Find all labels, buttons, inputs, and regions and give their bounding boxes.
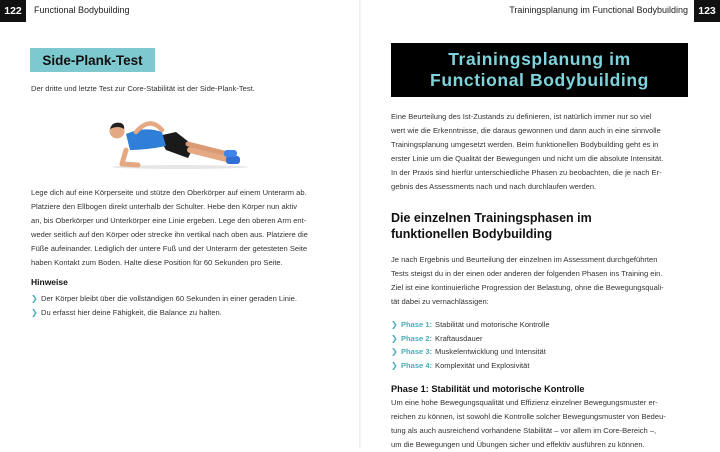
phases-intro-paragraph — [391, 253, 687, 309]
phase-text: Komplexität und Explosivität — [435, 360, 530, 370]
paragraph-line: gebnis des Assessments nach und nach durchlaufen werden. — [391, 182, 597, 191]
paragraph-line: an, bis Oberkörper und Unterkörper eine Linie ergeben. Lege den oberen Arm ent- — [31, 216, 307, 225]
paragraph-line: Je nach Ergebnis und Beurteilung der einzelnen im Assessment durchgeführten — [391, 255, 658, 264]
phase-label: Phase 2: — [401, 333, 433, 343]
gutter-divider — [359, 0, 361, 448]
running-head-right: Trainingsplanung im Functional Bodybuilding — [509, 5, 688, 15]
support-arm — [122, 150, 138, 165]
phase-item — [391, 345, 550, 359]
section-title-box — [30, 48, 155, 72]
hint-item — [31, 292, 331, 306]
phase-text: Muskelentwicklung und Intensität — [435, 347, 546, 356]
paragraph-line: haben Kontakt zum Boden. Halte diese Position für 60 Sekunden pro Seite. — [31, 258, 283, 267]
chevron-right-icon: ❯ — [31, 308, 38, 317]
subheading-line: Die einzelnen Trainingsphasen im — [391, 211, 592, 225]
paragraph-line: Platziere den Ellbogen direkt unterhalb der Schulter. Hebe den Körper nun aktiv — [31, 202, 297, 211]
paragraph-line: Füße aufeinander. Lediglich der untere Fuß und der Unterarm der getesteten Seite — [31, 244, 308, 253]
phase1-heading: Phase 1: Stabilität und motorische Kontrolle — [391, 384, 585, 394]
paragraph-line: tät dabei zu vernachlässigen: — [391, 297, 489, 306]
page-number-right: 123 — [694, 0, 720, 22]
hint-text: Der Körper bleibt über die vollständigen 60 Sekunden in einer geraden Linie. — [41, 294, 297, 303]
paragraph-line: In der Praxis sind hierfür unterschiedliche Phasen zu beobachten, die je nach Er- — [391, 168, 662, 177]
shoe-lower — [226, 156, 240, 164]
section-title: Side-Plank-Test — [42, 52, 143, 68]
chevron-right-icon: ❯ — [391, 333, 398, 343]
paragraph-line: Um eine hohe Bewegungsqualität und Effizienz einzelner Bewegungsmuster er- — [391, 398, 658, 407]
paragraph-line: weder seitlich auf den Körper oder strecke ihn vertikal nach oben aus. Platziere die — [31, 230, 308, 239]
phase-label: Phase 3: — [401, 347, 433, 356]
subheading-line: funktionellen Bodybuilding — [391, 227, 553, 241]
subheading — [391, 210, 687, 242]
chevron-right-icon: ❯ — [391, 360, 398, 370]
torso — [126, 129, 166, 150]
instruction-paragraph — [31, 186, 331, 270]
phase-item — [391, 318, 550, 332]
paragraph-line: Eine Beurteilung des Ist-Zustands zu definieren, ist natürlich immer nur so viel — [391, 112, 652, 121]
paragraph-line: Ziel ist eine kontinuierliche Progression der Belastung, ohne die Bewegungsquali- — [391, 283, 664, 292]
shoe-upper — [224, 150, 237, 157]
paragraph-line: reichen zu können, ist sowohl die Kontrolle solcher Bewegungsmuster von Bedeu- — [391, 412, 666, 421]
phase-label: Phase 1: — [401, 320, 433, 329]
side-plank-illustration — [100, 110, 255, 172]
paragraph-line: Trainingsplanung umgesetzt werden. Beim funktionellen Bodybuilding geht es in — [391, 140, 659, 149]
hint-item — [31, 306, 331, 320]
intro-paragraph-right — [391, 110, 687, 194]
paragraph-line: Tests steigst du in der einen oder anderen der folgenden Phasen ins Training ein. — [391, 269, 663, 278]
running-head-left: Functional Bodybuilding — [34, 5, 130, 15]
intro-text: Der dritte und letzte Test zur Core-Stabilität ist der Side-Plank-Test. — [31, 84, 255, 93]
hint-text: Du erfasst hier deine Fähigkeit, die Balance zu halten. — [41, 308, 222, 317]
chapter-title-line: Trainingsplanung im — [448, 49, 631, 69]
chevron-right-icon: ❯ — [391, 347, 398, 356]
chapter-title-line: Functional Bodybuilding — [430, 70, 649, 90]
paragraph-line: Lege dich auf eine Körperseite und stütze den Oberkörper auf einem Unterarm ab. — [31, 188, 307, 197]
hints-list — [31, 292, 331, 320]
paragraph-line: tung als auch ausreichend vorhandene Stabilität – vor allem im Core-Bereich –, — [391, 426, 657, 435]
phase-text: Stabilität und motorische Kontrolle — [435, 320, 550, 329]
phase-label: Phase 4: — [401, 360, 433, 370]
phase1-paragraph — [391, 396, 687, 452]
phases-list — [391, 318, 550, 372]
paragraph-line: um die Bewegungen und Übungen sicher und effektiv ausführen zu können. — [391, 440, 645, 449]
chevron-right-icon: ❯ — [391, 320, 398, 329]
phase-text: Kraftausdauer — [435, 333, 483, 343]
phase-item — [391, 332, 550, 346]
paragraph-line: wert wie die Erkenntnisse, die daraus gewonnen und dann auch in eine sinnvolle — [391, 126, 661, 135]
chevron-right-icon: ❯ — [31, 294, 38, 303]
paragraph-line: erster Linie um die Qualität der Bewegungen und nicht um die absolute Intensität. — [391, 154, 664, 163]
phase-item — [391, 359, 550, 373]
hints-heading: Hinweise — [31, 277, 68, 287]
chapter-title-box — [391, 43, 688, 97]
page-number-left: 122 — [0, 0, 26, 22]
